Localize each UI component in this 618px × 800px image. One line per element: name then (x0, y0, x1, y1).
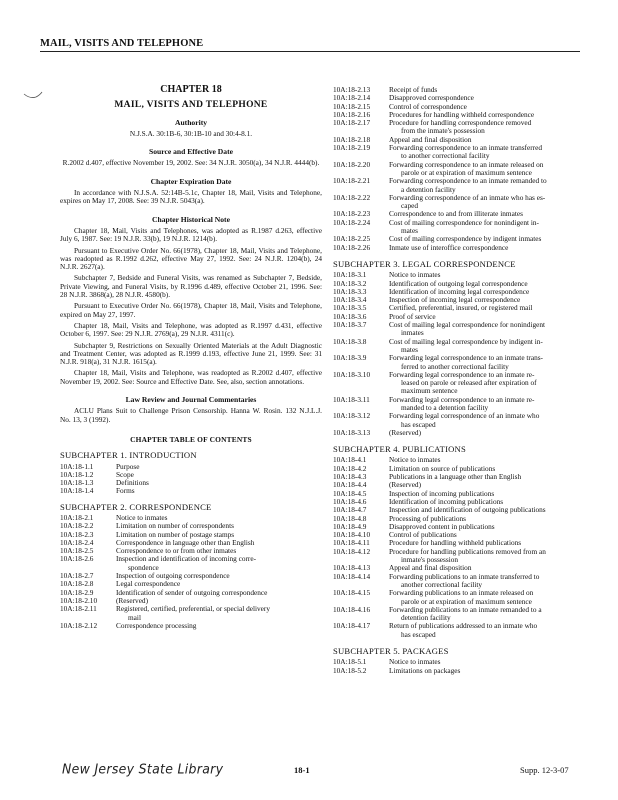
margin-mark (22, 90, 48, 104)
section-title-line: Control of publications (389, 530, 457, 540)
section-number: 10A:18-3.5 (333, 303, 367, 313)
subchapter-heading: SUBCHAPTER 3. LEGAL CORRESPONDENCE (333, 258, 516, 269)
section-title-line: Cost of mailing correspondence for nonindigent in- (389, 217, 539, 227)
toc-entry (333, 622, 595, 639)
expiration-heading: Chapter Expiration Date (150, 176, 232, 186)
historical-heading: Chapter Historical Note (152, 214, 230, 224)
section-title-continued: has escaped (401, 419, 436, 429)
section-number: 10A:18-1.1 (60, 461, 94, 471)
section-number: 10A:18-2.5 (60, 546, 94, 556)
right-column (333, 86, 595, 675)
section-title (389, 548, 595, 565)
section-title-continued: caped (401, 201, 419, 211)
source-heading: Source and Effective Date (148, 147, 233, 157)
section-title-line: Inspection of outgoing correspondence (116, 571, 230, 581)
toc-entry (333, 144, 595, 161)
section-number: 10A:18-4.4 (333, 480, 367, 490)
section-number: 10A:18-2.2 (60, 521, 94, 531)
section-number: 10A:18-4.12 (333, 546, 371, 556)
toc-entry (333, 523, 595, 531)
section-title-line: Correspondence processing (116, 620, 197, 630)
subchapter-heading: SUBCHAPTER 4. PUBLICATIONS (333, 444, 466, 455)
section-number: 10A:18-4.13 (333, 563, 371, 573)
toc-entry (333, 338, 595, 355)
section-title-line: Receipt of funds (389, 85, 438, 94)
toc-entry (60, 605, 322, 622)
section-title-line: Publications in a language other than English (389, 472, 522, 482)
section-title-line: Correspondence to and from illiterate inmates (389, 209, 523, 219)
section-title-line: Limitation on number of postage stamps (116, 529, 235, 539)
section-number: 10A:18-2.1 (60, 512, 94, 522)
supplement-date: Supp. 12-3-07 (520, 765, 569, 775)
toc-entry (60, 487, 322, 495)
section-number: 10A:18-4.1 (333, 455, 367, 465)
section-number: 10A:18-2.24 (333, 217, 371, 227)
section-title-line: Procedure for handling correspondence removed (389, 118, 532, 128)
section-title-line: Identification of incoming publications (389, 496, 504, 506)
toc-entry (333, 658, 595, 666)
section-title (389, 161, 595, 178)
section-title-continued: maximum sentence (401, 386, 458, 396)
section-number: 10A:18-2.21 (333, 176, 371, 186)
section-title (389, 194, 595, 211)
section-title-line: Forwarding legal correspondence to an inmate trans- (389, 353, 543, 363)
authority-text: N.J.S.A. 30:1B-6, 30:1B-10 and 30:4-8.1. (129, 128, 253, 138)
section-title-line: Inmate use of interoffice correspondence (389, 242, 509, 252)
source-text: R.2002 d.407, effective November 19, 2002. See: 34 N.J.R. 3050(a), 34 N.J.R. 4444(b). (62, 158, 320, 168)
historical-paragraph: Subchapter 9, Restrictions on Sexually Oriented Materials at the Adult Diagnostic and Treatment Center, was adopted as R.1999 d.193, effective June 21, 1999. See: 31 N.J.R. 918(a), 31 N.J.R. 1615(a). (60, 340, 322, 367)
section-title-line: Forwarding correspondence to an inmate transferred (389, 143, 542, 153)
section-title-continued: another correctional facility (401, 579, 483, 589)
section-number: 10A:18-1.3 (60, 478, 94, 488)
section-title (389, 371, 595, 396)
section-title-continued: inmates (401, 328, 424, 338)
section-title (389, 244, 595, 252)
expiration-text: In accordance with N.J.S.A. 52:14B-5.1c, Chapter 18, Mail, Visits and Telephone, expires on May 17, 2008. See: 39 N.J.R. 5043(a). (60, 188, 322, 206)
historical-notes (60, 227, 322, 386)
section-title-line: Appeal and final disposition (389, 563, 472, 573)
section-title-line: Limitations on packages (389, 665, 461, 675)
section-number: 10A:18-2.13 (333, 85, 371, 94)
section-title-line: Procedure for handling withheld publications (389, 538, 522, 548)
section-number: 10A:18-4.3 (333, 472, 367, 482)
section-title (389, 354, 595, 371)
section-title-line: Proof of service (389, 311, 436, 321)
chapter-title: MAIL, VISITS AND TELEPHONE (114, 100, 268, 111)
section-number: 10A:18-2.14 (333, 93, 371, 103)
section-title-line: Inspection and identification of outgoing publications (389, 505, 546, 515)
section-number: 10A:18-3.12 (333, 411, 371, 421)
section-title-continued: from the inmate's possession (401, 126, 485, 136)
section-number: 10A:18-4.8 (333, 513, 367, 523)
toc-entry (333, 321, 595, 338)
section-number: 10A:18-4.17 (333, 621, 371, 631)
subchapter-heading: SUBCHAPTER 2. CORRESPONDENCE (60, 501, 212, 512)
toc-entry (60, 471, 322, 479)
section-title-line: Inspection of incoming publications (389, 488, 495, 498)
section-number: 10A:18-3.9 (333, 353, 367, 363)
section-title (389, 219, 595, 236)
section-number: 10A:18-3.10 (333, 369, 371, 379)
section-title-line: Forwarding publications to an inmate remanded to a (389, 604, 542, 614)
toc-entry (333, 429, 595, 437)
historical-paragraph: Chapter 18, Mail, Visits and Telephone, was adopted as R.1997 d.431, effective October 6, 1997. See: 29 N.J.R. 2769(a), 29 N.J.R. 4311(c). (60, 320, 322, 339)
section-title-line: Cost of mailing legal correspondence by indigent in- (389, 336, 543, 346)
section-title (389, 144, 595, 161)
section-title-line: Scope (116, 469, 134, 479)
toc-entry (333, 177, 595, 194)
section-title-line: Correspondence in language other than English (116, 537, 255, 547)
section-number: 10A:18-4.2 (333, 463, 367, 473)
section-number: 10A:18-2.12 (60, 620, 98, 630)
section-title (116, 555, 322, 572)
law-review-heading: Law Review and Journal Commentaries (125, 395, 257, 405)
historical-paragraph: Pursuant to Executive Order No. 66(1978), Chapter 18, Mail, Visits and Telephone, expired on May 27, 1997. (60, 301, 322, 319)
historical-paragraph: Chapter 18, Mail, Visits and Telephone, was readopted as R.2002 d.407, effective November 19, 2002. See: Source and Effective Date. See, also, section annotations. (60, 368, 322, 386)
section-title-line: Return of publications addressed to an inmate who (389, 621, 538, 631)
section-title-line: Forms (116, 486, 135, 496)
section-title-line: (Reserved) (389, 480, 422, 490)
section-title (389, 606, 595, 623)
section-number: 10A:18-4.16 (333, 604, 371, 614)
page-number: 18-1 (294, 765, 310, 775)
toc-entry (333, 161, 595, 178)
section-title-line: Forwarding publications to an inmate released on (389, 588, 534, 598)
section-title-continued: has escaped (401, 629, 436, 639)
toc-entry (333, 119, 595, 136)
section-number: 10A:18-2.6 (60, 554, 94, 564)
section-title-line: Appeal and final disposition (389, 134, 472, 144)
toc-entry (60, 572, 322, 580)
section-title (116, 479, 322, 487)
left-column (60, 82, 322, 630)
section-title-line: Forwarding correspondence to an inmate remanded to (389, 176, 547, 186)
section-number: 10A:18-2.4 (60, 537, 94, 547)
section-number: 10A:18-2.19 (333, 143, 371, 153)
section-title (389, 177, 595, 194)
section-title-continued: manded to a detention facility (401, 402, 489, 412)
section-title-line: Limitation on source of publications (389, 463, 496, 473)
section-title-continued: a detention facility (401, 184, 456, 194)
running-head: MAIL, VISITS AND TELEPHONE (40, 38, 580, 52)
section-title (389, 573, 595, 590)
section-title-line: Inspection of incoming legal correspondence (389, 295, 521, 305)
section-title-line: Procedures for handling withheld correspondence (389, 109, 535, 119)
section-title (116, 463, 322, 471)
section-title-continued: leased on parole or released after expiration of (401, 378, 537, 388)
section-number: 10A:18-2.9 (60, 587, 94, 597)
section-number: 10A:18-2.3 (60, 529, 94, 539)
section-title (389, 396, 595, 413)
section-title (389, 321, 595, 338)
section-title-line: Procedure for handling publications removed from an (389, 546, 546, 556)
section-title-continued: mates (401, 344, 419, 354)
section-title-line: Cost of mailing legal correspondence for nonindigent (389, 320, 546, 330)
section-title-continued: ferred to another correctional facility (401, 361, 509, 371)
section-number: 10A:18-4.7 (333, 505, 367, 515)
subchapter-heading: SUBCHAPTER 1. INTRODUCTION (60, 450, 197, 461)
section-number: 10A:18-5.1 (333, 657, 367, 667)
section-number: 10A:18-2.23 (333, 209, 371, 219)
section-number: 10A:18-2.10 (60, 595, 98, 605)
section-title-line: Control of correspondence (389, 101, 467, 111)
section-title-line: Forwarding correspondence to an inmate released on (389, 159, 544, 169)
section-number: 10A:18-3.4 (333, 295, 367, 305)
library-stamp: New Jersey State Library (62, 760, 224, 777)
section-number: 10A:18-2.22 (333, 192, 371, 202)
section-title-line: Definitions (116, 478, 149, 488)
section-number: 10A:18-5.2 (333, 665, 367, 675)
section-number: 10A:18-3.11 (333, 394, 370, 404)
toc-entry (333, 194, 595, 211)
section-number: 10A:18-4.10 (333, 530, 371, 540)
section-number: 10A:18-3.7 (333, 320, 367, 330)
toc-entry (333, 244, 595, 252)
subchapter-heading: SUBCHAPTER 5. PACKAGES (333, 646, 449, 656)
section-number: 10A:18-2.18 (333, 134, 371, 144)
section-number: 10A:18-3.8 (333, 336, 367, 346)
section-number: 10A:18-3.6 (333, 311, 367, 321)
section-title (389, 338, 595, 355)
toc-entry (333, 304, 595, 312)
section-number: 10A:18-3.3 (333, 286, 367, 296)
section-title-line: Forwarding legal correspondence to an inmate re- (389, 394, 535, 404)
section-title-line: Certified, preferential, insured, or registered mail (389, 303, 533, 313)
section-number: 10A:18-4.14 (333, 571, 371, 581)
chapter-number: CHAPTER 18 (160, 84, 222, 95)
historical-paragraph: Pursuant to Executive Order No. 66(1978), Chapter 18, Mail, Visits and Telephone, was readopted as R.1992 d.262, effective May 27, 1992. See: 24 N.J.R. 1204(b), 24 N.J.R. 2627(a). (60, 245, 322, 272)
section-title-line: Disapproved correspondence (389, 93, 474, 103)
section-title (389, 589, 595, 606)
section-number: 10A:18-4.15 (333, 588, 371, 598)
section-title-continued: parole or at expiration of maximum sentence (401, 596, 532, 606)
section-title-line: Forwarding publications to an inmate transferred to (389, 571, 540, 581)
toc-heading: CHAPTER TABLE OF CONTENTS (130, 434, 252, 444)
section-number: 10A:18-4.9 (333, 521, 367, 531)
section-title-line: Identification of outgoing legal correspondence (389, 278, 528, 288)
section-title-continued: inmate's possession (401, 555, 459, 565)
toc-entry (333, 667, 595, 675)
historical-paragraph: Chapter 18, Mail, Visits and Telephones, was adopted as R.1987 d.263, effective July 6, 1987. See: 19 N.J.R. 33(b), 19 N.J.R. 1214(b). (60, 225, 322, 244)
section-title-line: Forwarding correspondence of an inmate who has es- (389, 192, 546, 202)
section-title-continued: parole or at expiration of maximum sentence (401, 167, 532, 177)
toc-entry (60, 589, 322, 597)
section-number: 10A:18-2.11 (60, 604, 97, 614)
toc-entry (333, 396, 595, 413)
toc-entry (333, 606, 595, 623)
section-number: 10A:18-1.2 (60, 469, 94, 479)
section-title-continued: detention facility (401, 613, 451, 623)
toc-entry (60, 479, 322, 487)
section-title-line: Correspondence to or from other inmates (116, 546, 237, 556)
toc-entry (333, 589, 595, 606)
section-title-line: Legal correspondence (116, 579, 181, 589)
section-title-continued: to another correctional facility (401, 151, 490, 161)
section-number: 10A:18-2.16 (333, 109, 371, 119)
toc-left (60, 451, 322, 630)
section-title-line: Notice to inmates (389, 270, 441, 280)
section-title-line: Identification of sender of outgoing correspondence (116, 587, 268, 597)
section-number: 10A:18-2.17 (333, 118, 371, 128)
toc-entry (333, 371, 595, 396)
section-title-line: (Reserved) (116, 595, 149, 605)
toc-entry (60, 555, 322, 572)
section-title-continued: mail (128, 612, 141, 622)
section-title (116, 622, 322, 630)
section-title-line: Inspection and identification of incoming corre- (116, 554, 257, 564)
section-number: 10A:18-4.5 (333, 488, 367, 498)
authority-heading: Authority (174, 117, 208, 127)
section-number: 10A:18-3.13 (333, 427, 371, 437)
section-title-line: Registered, certified, preferential, or special delivery (116, 604, 270, 614)
section-number: 10A:18-3.1 (333, 270, 367, 280)
section-number: 10A:18-2.26 (333, 242, 371, 252)
section-title-continued: mates (401, 226, 419, 236)
toc-right (333, 260, 595, 675)
section-title (389, 429, 595, 437)
toc-entry (333, 219, 595, 236)
section-title (116, 605, 322, 622)
historical-paragraph: Subchapter 7, Bedside and Funeral Visits, was renamed as Subchapter 7, Bedside, Private Viewing, and Funeral Visits, by R.1996 d.489, effective October 21, 1996. See: 28 N.J.R. 3868(a), 28 N.J.R. 4580(b). (60, 273, 322, 300)
section-number: 10A:18-2.25 (333, 234, 371, 244)
section-title-line: Notice to inmates (116, 512, 168, 522)
section-number: 10A:18-2.20 (333, 159, 371, 169)
section-title-line: Limitation on number of correspondents (116, 521, 234, 531)
section-title-line: Forwarding legal correspondence to an inmate re- (389, 369, 535, 379)
section-title-line: Purpose (116, 461, 140, 471)
section-title (116, 487, 322, 495)
toc-entry (333, 412, 595, 429)
toc-entry (60, 463, 322, 471)
law-review-text: ACLU Plans Suit to Challenge Prison Censorship. Hanna W. Rosin. 132 N.J.L.J. No. 13, 3 (1992). (60, 406, 322, 424)
toc-entry (333, 548, 595, 565)
section-title-line: Forwarding legal correspondence of an inmate who (389, 411, 540, 421)
section-number: 10A:18-2.15 (333, 101, 371, 111)
section-number: 10A:18-1.4 (60, 486, 94, 496)
section-title-line: Notice to inmates (389, 657, 441, 667)
section-number: 10A:18-4.11 (333, 538, 370, 548)
section-title-line: Processing of publications (389, 513, 467, 523)
section-title-line: Cost of mailing correspondence by indigent inmates (389, 234, 542, 244)
section-title (389, 412, 595, 429)
section-number: 10A:18-4.6 (333, 496, 367, 506)
section-title (389, 622, 595, 639)
section-number: 10A:18-3.2 (333, 278, 367, 288)
section-title-line: Notice to inmates (389, 455, 441, 465)
section-number: 10A:18-2.7 (60, 571, 94, 581)
toc-entry (333, 354, 595, 371)
toc-entry (60, 622, 322, 630)
toc-entry (333, 573, 595, 590)
section-title-continued: spondence (128, 562, 159, 572)
section-number: 10A:18-2.8 (60, 579, 94, 589)
toc-entry (333, 473, 595, 481)
section-title-line: Disapproved content in publications (389, 521, 495, 531)
section-title-line: (Reserved) (389, 427, 422, 437)
section-title (389, 667, 595, 675)
section-title-line: Identification of incoming legal correspondence (389, 286, 530, 296)
toc-right-continued (333, 86, 595, 252)
section-title (389, 119, 595, 136)
